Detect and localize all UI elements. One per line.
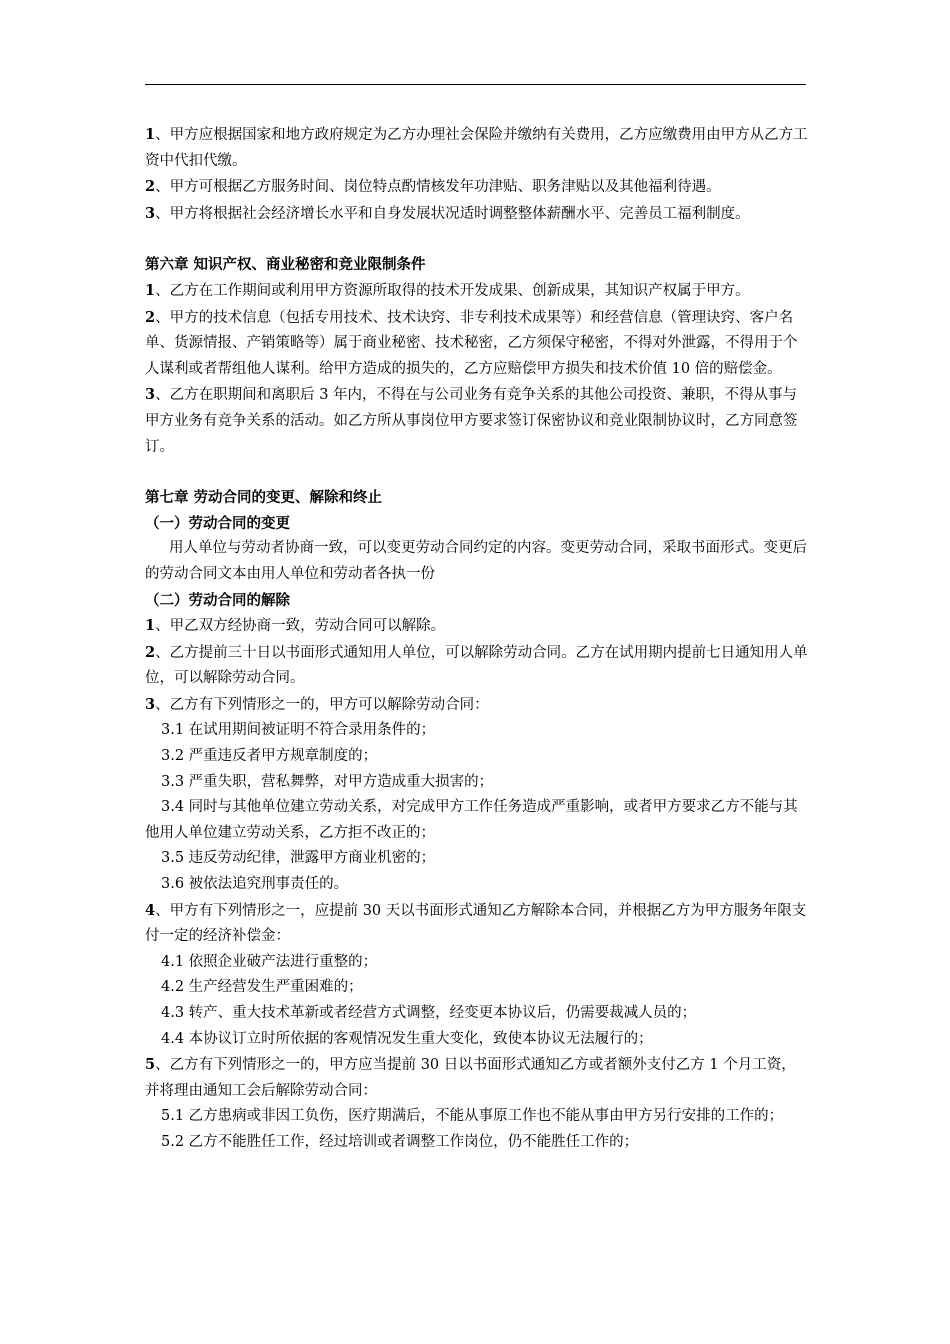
chapter-7-title: 第七章 劳动合同的变更、解除和终止 [145,489,383,507]
ch7-item-4: 4、甲方有下列情形之一，应提前 30 天以书面形式通知乙方解除本合同，并根据乙方为甲方服务年限支付一定的经济补偿金： [145,901,807,945]
ch6-item-2: 2、甲方的技术信息（包括专用技术、技术诀窍、非专利技术成果等）和经营信息（管理诀窍、客户名单、货源情报、产销策略等）属于商业秘密、技术秘密，乙方须保守秘密，不得对外泄露，不得用于个人谋利或者帮组他人谋利。给甲方造成的损失的，乙方应赔偿甲方损失和技术价值 10 倍的赔偿金。 [145,308,798,377]
ch7-subitem-4-1: 4.1 依照企业破产法进行重整的； [161,953,378,970]
ch7-subheading-termination: （二）劳动合同的解除 [145,591,290,609]
ch7-item-3: 3、乙方有下列情形之一的，甲方可以解除劳动合同： [145,695,489,713]
ch7-subitem-3-1: 3.1 在试用期间被证明不符合录用条件的； [161,722,436,739]
benefit-item-2: 2、甲方可根据乙方服务时间、岗位特点酌情核发年功津贴、职务津贴以及其他福利待遇。 [145,178,721,196]
spacer [145,227,810,252]
ch7-subitem-3-5: 3.5 违反劳动纪律，泄露甲方商业机密的； [161,850,436,867]
ch6-item-1: 1、乙方在工作期间或利用甲方资源所取得的技术开发成果、创新成果，其知识产权属于甲方。 [145,281,750,299]
benefit-item-1: 1、甲方应根据国家和地方政府规定为乙方办理社会保险并缴纳有关费用，乙方应缴费用由甲方从乙方工资中代扣代缴。 [145,126,808,169]
ch7-subitem-3-4: 3.4 同时与其他单位建立劳动关系，对完成甲方工作任务造成严重影响，或者甲方要求乙方不能与其他用人单位建立劳动关系，乙方拒不改正的； [145,799,798,841]
ch6-item-3: 3、乙方在职期间和离职后 3 年内，不得在与公司业务有竞争关系的其他公司投资、兼职，不得从事与甲方业务有竞争关系的活动。如乙方所从事岗位甲方要求签订保密协议和竞业限制协议时，乙方同意签订。 [145,386,798,455]
header-rule [145,84,806,85]
spacer [145,460,810,485]
ch7-item-5: 5、乙方有下列情形之一的，甲方应当提前 30 日以书面形式通知乙方或者额外支付乙方 1 个月工资，并将理由通知工会后解除劳动合同： [145,1056,796,1099]
ch7-subitem-5-1: 5.1 乙方患病或非因工负伤，医疗期满后，不能从事原工作也不能从事由甲方另行安排的工作的； [161,1108,784,1125]
ch7-change-paragraph: 用人单位与劳动者协商一致，可以变更劳动合同约定的内容。变更劳动合同，采取书面形式。变更后的劳动合同文本由用人单位和劳动者各执一份 [145,540,807,582]
benefit-item-3: 3、甲方将根据社会经济增长水平和自身发展状况适时调整整体薪酬水平、完善员工福利制度。 [145,204,750,222]
ch7-subitem-5-2: 5.2 乙方不能胜任工作，经过培训或者调整工作岗位，仍不能胜任工作的； [161,1133,639,1150]
ch7-subitem-4-4: 4.4 本协议订立时所依据的客观情况发生重大变化，致使本协议无法履行的； [161,1030,653,1047]
chapter-6-title: 第六章 知识产权、商业秘密和竞业限制条件 [145,256,426,274]
document-body [145,122,810,1156]
ch7-item-1: 1、甲乙双方经协商一致，劳动合同可以解除。 [145,617,446,635]
ch7-subitem-4-2: 4.2 生产经营发生严重困难的； [161,979,363,996]
ch7-subitem-3-2: 3.2 严重违反者甲方规章制度的； [161,748,378,765]
ch7-subitem-3-3: 3.3 严重失职，营私舞弊，对甲方造成重大损害的； [161,773,494,790]
ch7-subitem-4-3: 4.3 转产、重大技术革新或者经营方式调整，经变更本协议后，仍需要裁减人员的； [161,1005,697,1021]
ch7-subheading-change: （一）劳动合同的变更 [145,514,290,532]
ch7-item-2: 2、乙方提前三十日以书面形式通知用人单位，可以解除劳动合同。乙方在试用期内提前七日通知用人单位，可以解除劳动合同。 [145,643,808,687]
ch7-subitem-3-6: 3.6 被依法追究刑事责任的。 [161,876,349,893]
